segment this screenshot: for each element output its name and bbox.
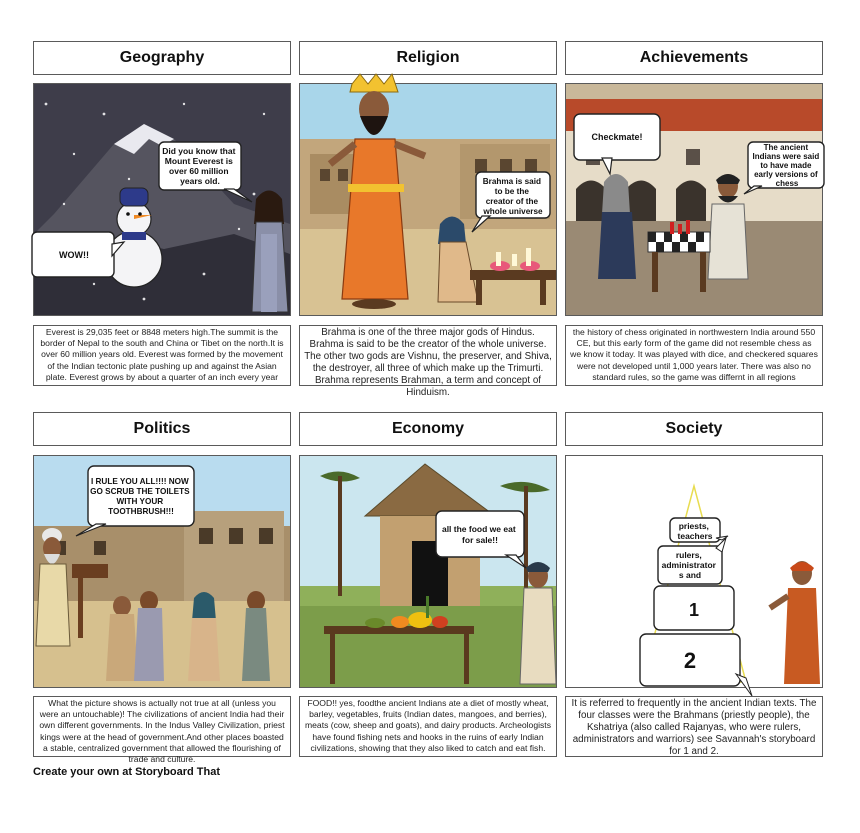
caption-achievements: the history of chess originated in northwestern India around 550 CE, but this early form of the game did not resemble chess as we know it today. It was played with dice, and checkered squares were not developed until 1,000 years later. There was also no standard rules, so the game was differnt in all regions bbox=[565, 325, 823, 386]
svg-text:The ancient Indians we: The ancient Indians were said to have made early versions of chess bbox=[752, 143, 820, 188]
svg-text:Brahma is said to be t: Brahma is said to be the creator of the whole universe bbox=[482, 177, 543, 216]
svg-text:I RULE YOU ALL!!!! NOW: I RULE YOU ALL!!!! NOW GO SCRUB THE TOILETS WITH YOUR TOOTHBRUSH!!! bbox=[90, 477, 190, 516]
svg-text:WOW!!: WOW!! bbox=[59, 250, 89, 260]
svg-text:2: 2 bbox=[683, 648, 697, 673]
woman-figure bbox=[252, 191, 288, 313]
panel-title-religion: Religion bbox=[299, 41, 557, 75]
storyboard-that-credit[interactable]: Create your own at Storyboard That bbox=[33, 766, 221, 778]
scene-politics bbox=[33, 455, 291, 688]
svg-text:1: 1 bbox=[688, 600, 700, 620]
panel-title-geography: Geography bbox=[33, 41, 291, 75]
speech-bubble-king bbox=[76, 466, 194, 536]
scene-economy bbox=[299, 455, 557, 688]
speech-bubble-wow bbox=[32, 232, 124, 277]
panel-title-achievements: Achievements bbox=[565, 41, 823, 75]
panel-title-economy: Economy bbox=[299, 412, 557, 446]
panel-title-society: Society bbox=[565, 412, 823, 446]
bubble-priests-teachers bbox=[670, 518, 728, 542]
caption-economy: FOOD!! yes, foodthe ancient Indians ate a diet of mostly wheat, barley, vegetables, fruits (Indian dates, mangoes, and berries), meats (cow, sheep and goats), and dairy products. Archeologists have found fishing nets and hooks in the ruins of early Indian civilizations, showing that they also liked to catch and eat fish. bbox=[299, 696, 557, 757]
scene-achievements bbox=[565, 83, 823, 316]
scene-society bbox=[565, 455, 823, 688]
scene-geography bbox=[33, 83, 291, 316]
caption-geography: Everest is 29,035 feet or 8848 meters high.The summit is the border of Nepal to the south and China or Tibet on the north.It is over 60 million years old. Everest was formed by the movement of the Indian tectonic plate pushing up and against the Asian plate. Everest grows by about a quarter of an inch every year bbox=[33, 325, 291, 386]
svg-text:priests, teachers: priests, teachers bbox=[677, 521, 713, 541]
svg-text:Did you know that Moun: Did you know that Mount Everest is over 60 million years old. bbox=[162, 146, 236, 186]
svg-text:Checkmate!: Checkmate! bbox=[591, 132, 643, 142]
scene-religion bbox=[299, 83, 557, 316]
svg-text:rulers, administrator: rulers, administrator s and bbox=[661, 550, 716, 580]
bubble-class-1 bbox=[654, 586, 734, 630]
speech-bubble-chess-history bbox=[744, 142, 824, 194]
panel-title-politics: Politics bbox=[33, 412, 291, 446]
caption-politics: What the picture shows is actually not true at all (unless you were an untouchable)! The civilizations of ancient India had their own different governments. In the Indus Valley Civilization, priest kings were at the head of government.And other places boasted a stable, centralized government that allowed the flourishing of trade and culture. bbox=[33, 696, 291, 757]
svg-text:all the food we eat fo: all the food we eat for sale!! bbox=[441, 524, 516, 545]
caption-society: It is referred to frequently in the ancient Indian texts. The four classes were the Brahmans (priestly people), the Kshatriya (also called Rajanyas, who were rulers, administrators and warriors) see Savannah's storyboard for 1 and 2. bbox=[565, 696, 823, 757]
caption-religion: Brahma is one of the three major gods of Hindus. Brahma is said to be the creator of the whole universe. The other two gods are Vishnu, the preserver, and Shiva, the destroyer, all three of which make up the Trimurti. Brahma represents Brahman, a term and concept of Hinduism. bbox=[299, 325, 557, 386]
